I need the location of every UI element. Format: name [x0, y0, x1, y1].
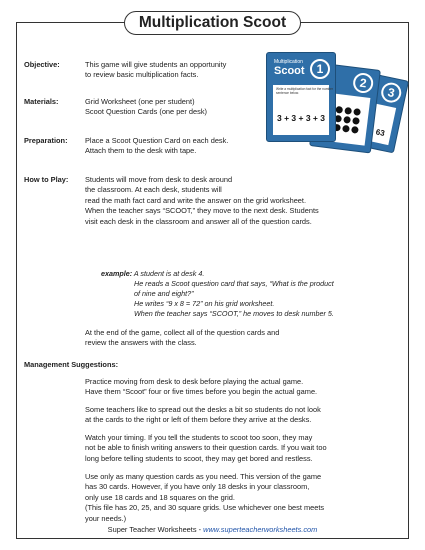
management-line: Use only as many question cards as you need. This version of the game [85, 472, 322, 481]
card-number-badge: 1 [310, 59, 330, 79]
page-title: Multiplication Scoot [124, 11, 301, 35]
example-line: He writes “9 x 8 = 72” on his grid worksheet. [134, 299, 275, 308]
card-number-badge: 3 [379, 81, 403, 105]
management-paragraph [85, 472, 397, 524]
example-line: When the teacher says “SCOOT,” he moves to desk number 5. [134, 309, 334, 318]
management-paragraph [85, 433, 397, 464]
management-line: long before telling students to scoot, they may get bored and restless. [85, 453, 313, 463]
dot [344, 107, 352, 115]
management-line: your needs.) [85, 513, 127, 523]
management-paragraph [85, 405, 397, 426]
management-line: (This file has 20, 25, and 30 square grids. Use whichever one best meets [85, 503, 325, 513]
how-to-play-label: How to Play: [24, 175, 69, 184]
example-first-line: A student is at desk 4. [133, 269, 205, 278]
card-heading: Scoot [274, 65, 305, 77]
scoot-cards-illustration [262, 44, 412, 164]
dot [353, 108, 361, 116]
management-line: not be able to finish writing answers to their question cards. If you wait too [85, 443, 327, 453]
preparation-line: Attach them to the desk with tape. [85, 146, 197, 156]
closing-line: At the end of the game, collect all of the question cards and [85, 328, 280, 337]
how-to-play-text [85, 175, 405, 227]
card-problem: 3 + 3 + 3 + 3 [277, 113, 325, 123]
management-line: at the cards to the right or left of them before they arrive at the desks. [85, 415, 312, 425]
closing-line: review the answers with the class. [85, 338, 197, 348]
objective-text [85, 60, 226, 81]
management-line: Practice moving from desk to desk before playing the actual game. [85, 377, 304, 386]
dot [351, 126, 359, 134]
example-block [101, 269, 401, 319]
management-label: Management Suggestions: [24, 360, 119, 369]
materials-text [85, 97, 207, 118]
preparation-label: Preparation: [24, 136, 68, 145]
management-paragraph [85, 377, 397, 398]
objective-line: to review basic multiplication facts. [85, 70, 199, 80]
how-to-play-line: read the math fact card and write the answer on the grid worksheet. [85, 195, 307, 205]
card-answer: 63 [374, 127, 386, 139]
footer-text: Super Teacher Worksheets - [107, 525, 204, 534]
management-line: has 30 cards. However, if you have only 18 desks in your classroom, [85, 482, 310, 492]
example-label: example: [101, 269, 133, 278]
dot [343, 116, 351, 124]
how-to-play-line: When the teacher says “SCOOT,” they move to the next desk. Students [85, 206, 319, 216]
management-line: only use 18 cards and 18 squares on the grid. [85, 492, 235, 502]
closing-text [85, 328, 279, 349]
management-line: Some teachers like to spread out the desks a bit so students do not look [85, 405, 321, 414]
materials-line: Grid Worksheet (one per student) [85, 97, 195, 106]
how-to-play-line: visit each desk in the classroom and answer all of the question cards. [85, 216, 312, 226]
objective-line: This game will give students an opportunity [85, 60, 227, 69]
how-to-play-line: Students will move from desk to desk around [85, 175, 233, 184]
materials-line: Scoot Question Cards (one per desk) [85, 107, 208, 117]
scoot-card-1 [266, 52, 336, 142]
card-hint: Write a multiplication fact for the number sentence below. [276, 87, 333, 95]
footer-link[interactable]: www.superteacherworksheets.com [203, 525, 318, 534]
example-line: He reads a Scoot question card that says, “What is the product [134, 279, 334, 288]
card-number-badge: 2 [352, 72, 374, 94]
preparation-line: Place a Scoot Question Card on each desk. [85, 136, 229, 145]
dot [342, 125, 350, 133]
materials-label: Materials: [24, 97, 59, 106]
dot [352, 117, 360, 125]
dot [335, 106, 343, 114]
how-to-play-line: the classroom. At each desk, students will [85, 185, 222, 195]
example-line: of nine and eight?” [134, 289, 194, 298]
preparation-text [85, 136, 228, 157]
card-face [273, 85, 333, 135]
card-heading-small: Multiplication [274, 59, 303, 65]
management-line: Watch your timing. If you tell the students to scoot too soon, they may [85, 433, 313, 442]
footer [0, 525, 425, 534]
objective-label: Objective: [24, 60, 60, 69]
management-line: Have them “Scoot” four or five times before you begin the actual game. [85, 387, 318, 397]
